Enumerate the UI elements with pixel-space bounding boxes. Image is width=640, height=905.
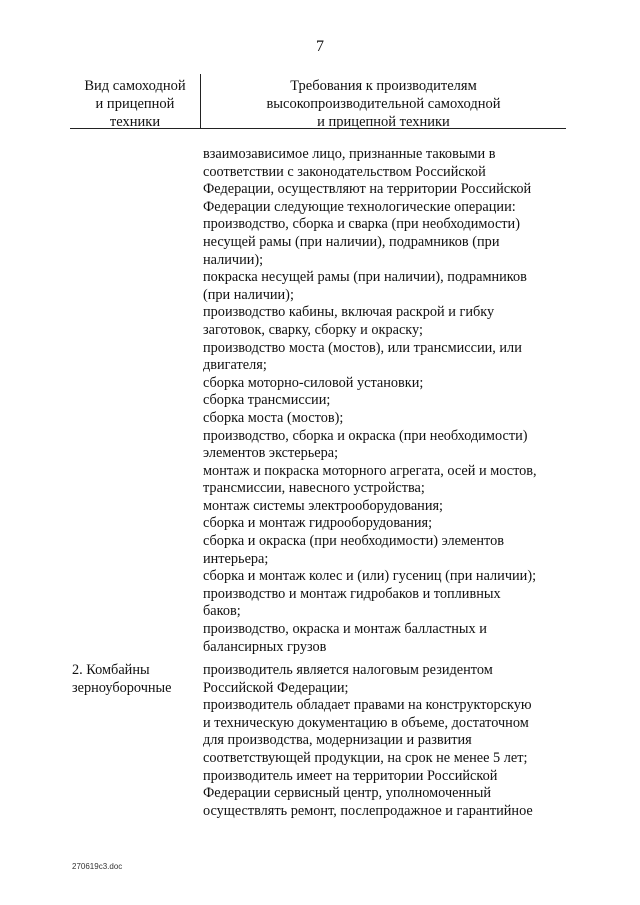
text-line: осуществлять ремонт, послепродажное и гарантийное	[203, 802, 533, 819]
text-line: зерноуборочные	[72, 679, 172, 696]
footer-file-code: 270619c3.doc	[72, 862, 123, 871]
text-line: Федерации следующие технологические операции:	[203, 198, 516, 215]
text-line: интерьера;	[203, 550, 269, 567]
text-line: Федерации сервисный центр, уполномоченный	[203, 785, 492, 802]
text-line: производитель имеет на территории Российской	[203, 767, 498, 784]
text-line: сборка и монтаж колес и (или) гусениц (при наличии);	[203, 568, 537, 585]
text-line: производитель обладает правами на конструкторскую	[203, 697, 532, 714]
text-line: заготовок, сварку, сборку и окраску;	[203, 321, 423, 338]
text-line: трансмиссии, навесного устройства;	[203, 480, 425, 497]
text-line: и техническую документацию в объеме, достаточном	[203, 714, 529, 731]
text-line: производитель является налоговым резидентом	[203, 662, 493, 678]
text-line: балансирных грузов	[203, 638, 327, 655]
text-line: производство, сборка и сварка (при необходимости)	[203, 216, 520, 233]
text-line: (при наличии);	[203, 286, 294, 303]
combine-requirements	[203, 662, 573, 820]
text-line: производство и монтаж гидробаков и топливных	[203, 585, 501, 602]
text-line: сборка моста (мостов);	[203, 409, 344, 426]
continued-requirements	[203, 146, 573, 656]
text-line: сборка трансмиссии;	[203, 392, 331, 409]
text-line: производство моста (мостов), или трансмиссии, или	[203, 339, 522, 356]
text-line: соответствии с законодательством Российской	[203, 163, 486, 180]
text-line: сборка моторно-силовой установки;	[203, 374, 424, 391]
text-line: производство кабины, включая раскрой и гибку	[203, 304, 495, 321]
text-line: несущей рамы (при наличии), подрамников (при	[203, 233, 500, 250]
header-vehicle-type: Вид самоходной и прицепной техники	[84, 78, 186, 130]
text-line: Федерации, осуществляют на территории Российской	[203, 181, 532, 198]
text-line: покраска несущей рамы (при наличии), подрамников	[203, 269, 527, 286]
text-line: баков;	[203, 603, 241, 620]
text-line: производство, окраска и монтаж балластных и	[203, 621, 487, 638]
page-number: 7	[316, 38, 324, 55]
text-line: для производства, модернизации и развития	[203, 732, 472, 749]
text-line: Российской Федерации;	[203, 679, 349, 696]
text-line: сборка и монтаж гидрооборудования;	[203, 515, 433, 532]
text-line: соответствующей продукции, на срок не менее 5 лет;	[203, 749, 528, 766]
text-line: элементов экстерьера;	[203, 445, 339, 462]
combine-row-label	[72, 662, 197, 697]
text-line: производство, сборка и окраска (при необходимости)	[203, 427, 528, 444]
header-requirements: Требования к производителям высокопроизводительной самоходной и прицепной техники	[266, 78, 501, 130]
text-line: монтаж системы электрооборудования;	[203, 497, 444, 514]
text-line: наличии);	[203, 251, 264, 268]
text-line: сборка и окраска (при необходимости) элементов	[203, 533, 504, 550]
table-header	[70, 74, 566, 129]
text-line: монтаж и покраска моторного агрегата, осей и мостов,	[203, 462, 537, 479]
text-line: 2. Комбайны	[72, 662, 150, 678]
text-line: двигателя;	[203, 357, 267, 374]
text-line: взаимозависимое лицо, признанные таковыми в	[203, 146, 496, 162]
